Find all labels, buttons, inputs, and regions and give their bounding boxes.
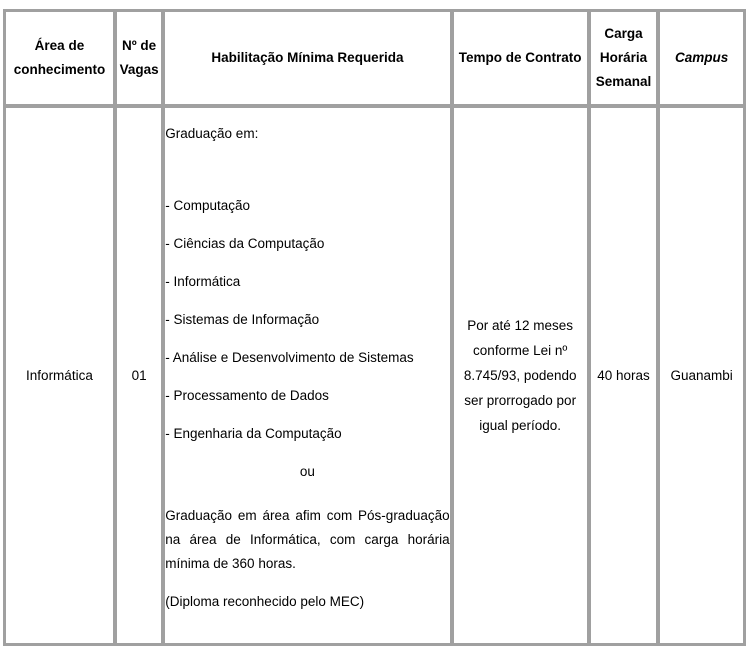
cell-vagas: 01	[116, 107, 162, 644]
vacancy-table	[3, 9, 746, 646]
list-item: - Processamento de Dados	[165, 388, 329, 403]
list-item: - Sistemas de Informação	[165, 312, 320, 327]
cell-campus: Guanambi	[659, 107, 744, 644]
cell-area: Informática	[5, 107, 114, 644]
header-area: Área de conhecimento	[5, 11, 114, 105]
cell-habilitacao	[164, 107, 450, 644]
list-item: - Engenharia da Computação	[165, 426, 342, 441]
header-row	[5, 11, 744, 105]
list-item: - Ciências da Computação	[165, 236, 325, 251]
header-campus: Campus	[659, 11, 744, 105]
list-item: - Análise e Desenvolvimento de Sistemas	[165, 350, 414, 365]
table-row	[5, 107, 744, 644]
habilitacao-ou: ou	[299, 464, 315, 479]
habilitacao-note: (Diploma reconhecido pelo MEC)	[165, 594, 365, 609]
cell-tempo: Por até 12 meses conforme Lei nº 8.745/93, podendo ser prorrogado por igual período.	[453, 107, 588, 644]
cell-carga: 40 horas	[590, 107, 658, 644]
header-habilitacao: Habilitação Mínima Requerida	[164, 11, 450, 105]
habilitacao-intro: Graduação em:	[165, 126, 259, 141]
header-tempo: Tempo de Contrato	[453, 11, 588, 105]
header-vagas: Nº de Vagas	[116, 11, 162, 105]
list-item: - Informática	[165, 274, 241, 289]
header-carga: Carga Horária Semanal	[590, 11, 658, 105]
list-item: - Computação	[165, 198, 251, 213]
habilitacao-alternative: Graduação em área afim com Pós-graduação na área de Informática, com carga horária mínima de 360 horas.	[165, 508, 450, 571]
habilitacao-list	[165, 194, 449, 460]
